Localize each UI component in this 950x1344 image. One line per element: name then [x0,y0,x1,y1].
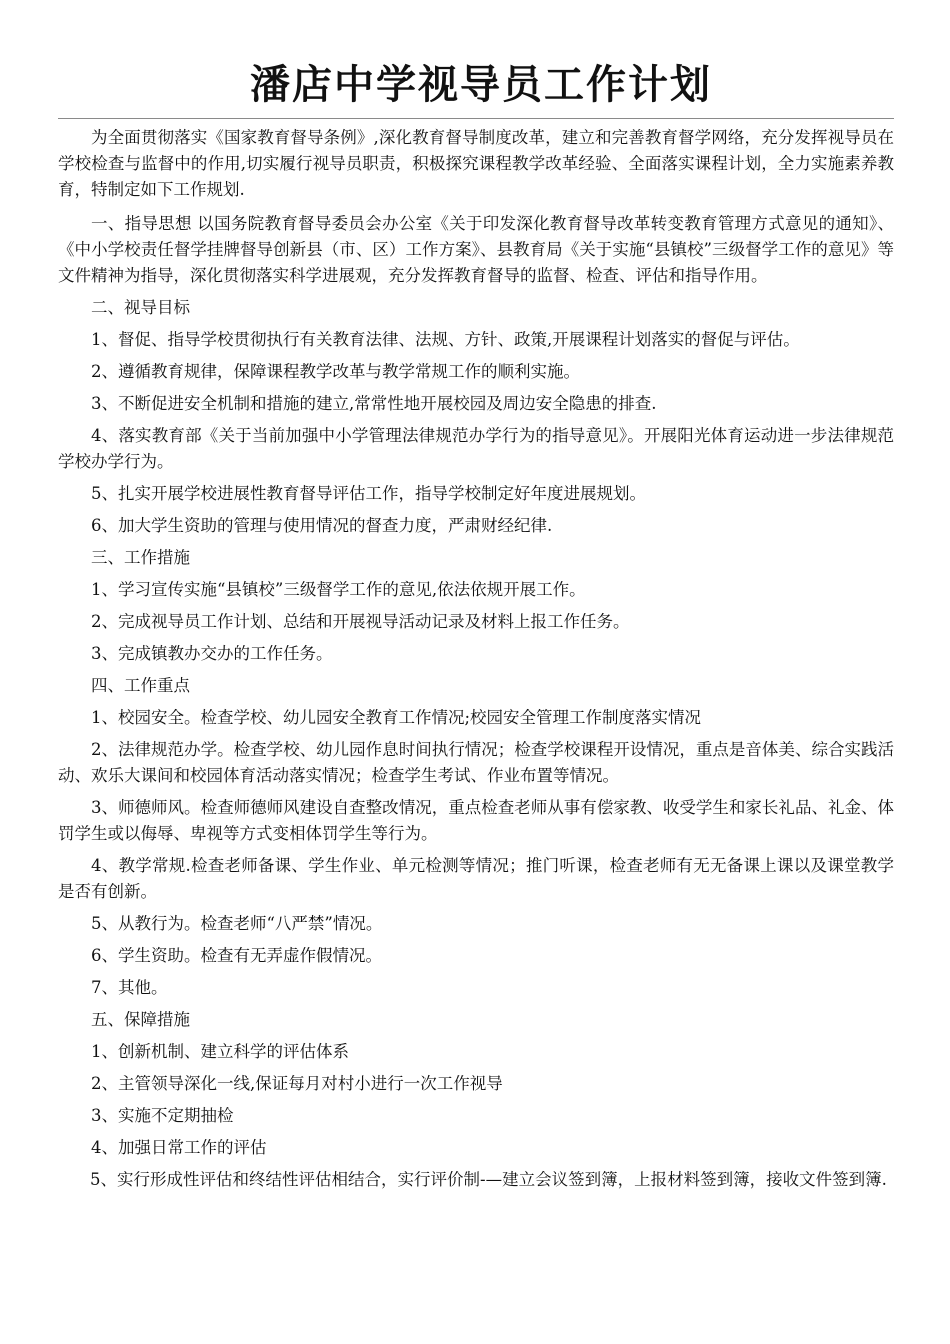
section-heading-focus: 四、工作重点 [91,676,190,695]
goal-item: 5、扎实开展学校进展性教育督导评估工作，指导学校制定好年度进展规划。 [91,484,646,503]
goal-item: 6、加大学生资助的管理与使用情况的督查力度，严肃财经纪律. [91,516,553,535]
safeguard-item: 2、主管领导深化一线,保证每月对村小进行一次工作视导 [91,1074,503,1093]
document-page [58,56,894,1193]
goal-item: 4、落实教育部《关于当前加强中小学管理法律规范办学行为的指导意见》。开展阳光体育运动进一步法律规范学校办学行为。 [58,426,894,471]
goal-item: 3、不断促进安全机制和措施的建立,常常性地开展校园及周边安全隐患的排查. [91,394,657,413]
safeguard-item-last: 5、实行形成性评估和终结性评估相结合，实行评价制-—建立会议签到簿，上报材料签到簿，接收文件签到簿. [90,1170,887,1189]
safeguard-item: 4、加强日常工作的评估 [91,1138,267,1157]
focus-item: 1、校园安全。检查学校、幼儿园安全教育工作情况;校园安全管理工作制度落实情况 [91,708,702,727]
focus-item: 2、法律规范办学。检查学校、幼儿园作息时间执行情况；检查学校课程开设情况，重点是音体美、综合实践活动、欢乐大课间和校园体育活动落实情况；检查学生考试、作业布置等情况。 [58,740,894,785]
focus-item: 3、师德师风。检查师德师风建设自查整改情况，重点检查老师从事有偿家教、收受学生和家长礼品、礼金、体罚学生或以侮辱、卑视等方式变相体罚学生等行为。 [58,798,894,843]
goal-item: 1、督促、指导学校贯彻执行有关教育法律、法规、方针、政策,开展课程计划落实的督促与评估。 [91,330,800,349]
focus-item: 7、其他。 [91,978,168,997]
intro-paragraph: 为全面贯彻落实《国家教育督导条例》,深化教育督导制度改革，建立和完善教育督学网络，充分发挥视导员在学校检查与监督中的作用,切实履行视导员职责，积极探究课程教学改革经验、全面落实课程计划，全力实施素养教育，特制定如下工作规划. [58,128,894,199]
section-heading-goals: 二、视导目标 [91,298,190,317]
safeguard-item: 1、创新机制、建立科学的评估体系 [91,1042,349,1061]
section-guiding-ideology: 一、指导思想 以国务院教育督导委员会办公室《关于印发深化教育督导改革转变教育管理方式意见的通知》、《中小学校责任督学挂牌督导创新县（市、区）工作方案》、县教育局《关于实施“县镇校”三级督学工作的意见》等文件精神为指导，深化贯彻落实科学进展观，充分发挥教育督导的监督、检查、评估和指导作用。 [58,214,894,285]
document-title: 潘店中学视导员工作计划 [250,62,712,108]
section-heading-safeguards: 五、保障措施 [91,1010,190,1029]
measure-item: 1、学习宣传实施“县镇校”三级督学工作的意见,依法依规开展工作。 [91,580,586,599]
goal-item: 2、遵循教育规律，保障课程教学改革与教学常规工作的顺利实施。 [91,362,580,381]
title-divider [58,118,894,119]
section-heading-measures: 三、工作措施 [91,548,190,567]
focus-item: 5、从教行为。检查老师“八严禁”情况。 [91,914,383,933]
measure-item: 3、完成镇教办交办的工作任务。 [91,644,333,663]
safeguard-item: 3、实施不定期抽检 [91,1106,234,1125]
focus-item: 6、学生资助。检查有无弄虚作假情况。 [91,946,382,965]
measure-item: 2、完成视导员工作计划、总结和开展视导活动记录及材料上报工作任务。 [91,612,630,631]
focus-item: 4、教学常规.检查老师备课、学生作业、单元检测等情况；推门听课，检查老师有无无备课上课以及课堂教学是否有创新。 [58,856,894,901]
